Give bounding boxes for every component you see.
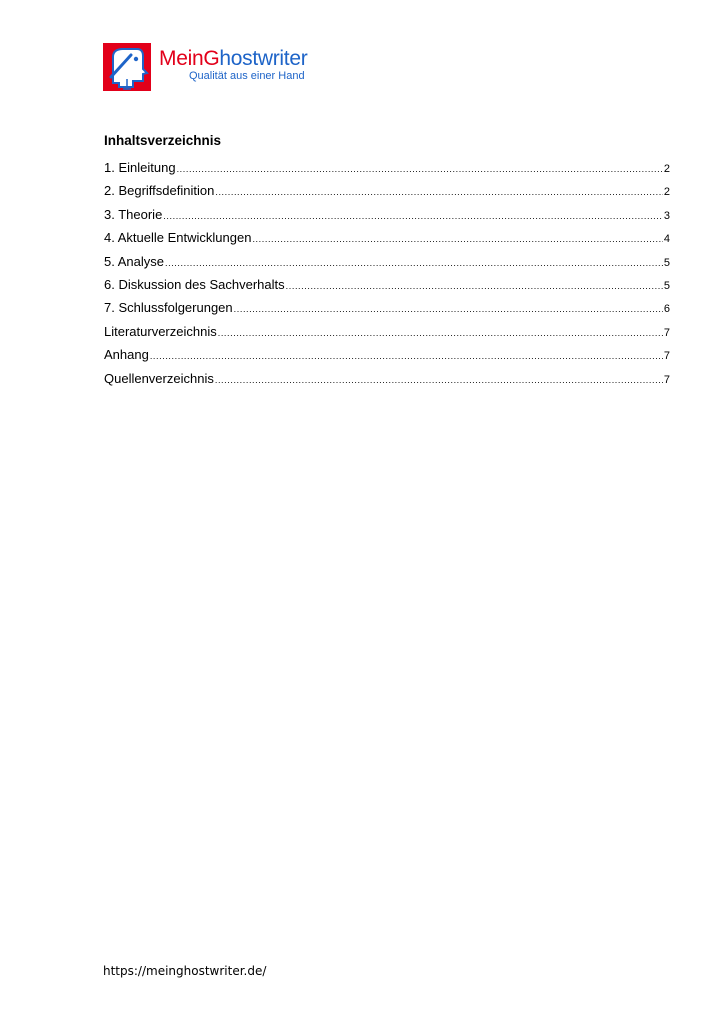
toc-entry-page: 7: [663, 373, 670, 386]
logo-wordmark-mein: Mein: [159, 47, 204, 70]
toc-entry-page: 6: [663, 303, 670, 316]
toc-entry-anhang[interactable]: [104, 347, 670, 370]
toc-dot-leader: [165, 255, 663, 271]
toc-heading: Inhaltsverzeichnis: [104, 133, 222, 148]
toc-entry-title: 5. Analyse: [104, 253, 164, 269]
toc-entry-page: 7: [663, 326, 670, 339]
toc-entry-title: 6. Diskussion des Sachverhalts: [104, 276, 285, 292]
toc-entry-quellenverzeichnis[interactable]: [104, 371, 670, 394]
company-logo: [103, 43, 313, 93]
toc-dot-leader: [150, 348, 663, 364]
toc-dot-leader: [218, 325, 663, 341]
toc-entry-title: 3. Theorie: [104, 206, 163, 222]
toc-entry-schlussfolgerungen[interactable]: [104, 300, 670, 323]
toc-entry-title: 4. Aktuelle Entwicklungen: [104, 230, 252, 246]
mascot-drawing: [103, 43, 151, 91]
toc-dot-leader: [163, 208, 663, 224]
logo-wordmark-rest: hostwriter: [219, 47, 308, 70]
toc-entry-page: 3: [663, 209, 670, 222]
ghostwriter-mascot-icon: [103, 43, 151, 91]
table-of-contents: [104, 160, 670, 394]
toc-entry-einleitung[interactable]: [104, 160, 670, 183]
toc-entry-title: Anhang: [104, 347, 149, 363]
toc-entry-page: 5: [663, 279, 670, 292]
toc-entry-title: 2. Begriffsdefinition: [104, 183, 215, 199]
logo-wordmark-g: G: [203, 47, 220, 70]
logo-wordmark: [159, 47, 307, 71]
toc-entry-literaturverzeichnis[interactable]: [104, 324, 670, 347]
toc-entry-begriffsdefinition[interactable]: [104, 183, 670, 206]
toc-entry-diskussion[interactable]: [104, 277, 670, 300]
toc-dot-leader: [252, 231, 662, 247]
toc-dot-leader: [234, 301, 663, 317]
toc-entry-page: 2: [663, 186, 670, 199]
toc-entry-page: 4: [663, 233, 670, 246]
toc-entry-title: Literaturverzeichnis: [104, 323, 217, 339]
logo-tagline: Qualität aus einer Hand: [189, 70, 305, 82]
toc-entry-theorie[interactable]: [104, 207, 670, 230]
toc-dot-leader: [215, 372, 663, 388]
mascot-eye: [134, 57, 138, 61]
toc-dot-leader: [215, 184, 663, 200]
toc-dot-leader: [286, 278, 663, 294]
footer-website-link[interactable]: https://meinghostwriter.de/: [103, 964, 267, 978]
toc-entry-page: 2: [663, 163, 670, 175]
toc-entry-title: 1. Einleitung: [104, 160, 176, 175]
toc-dot-leader: [177, 161, 663, 177]
toc-entry-page: 7: [663, 350, 670, 363]
toc-entry-page: 5: [663, 256, 670, 269]
toc-entry-aktuelle-entwicklungen[interactable]: [104, 230, 670, 253]
toc-entry-title: 7. Schlussfolgerungen: [104, 300, 233, 316]
toc-entry-title: Quellenverzeichnis: [104, 370, 214, 386]
toc-entry-analyse[interactable]: [104, 254, 670, 277]
